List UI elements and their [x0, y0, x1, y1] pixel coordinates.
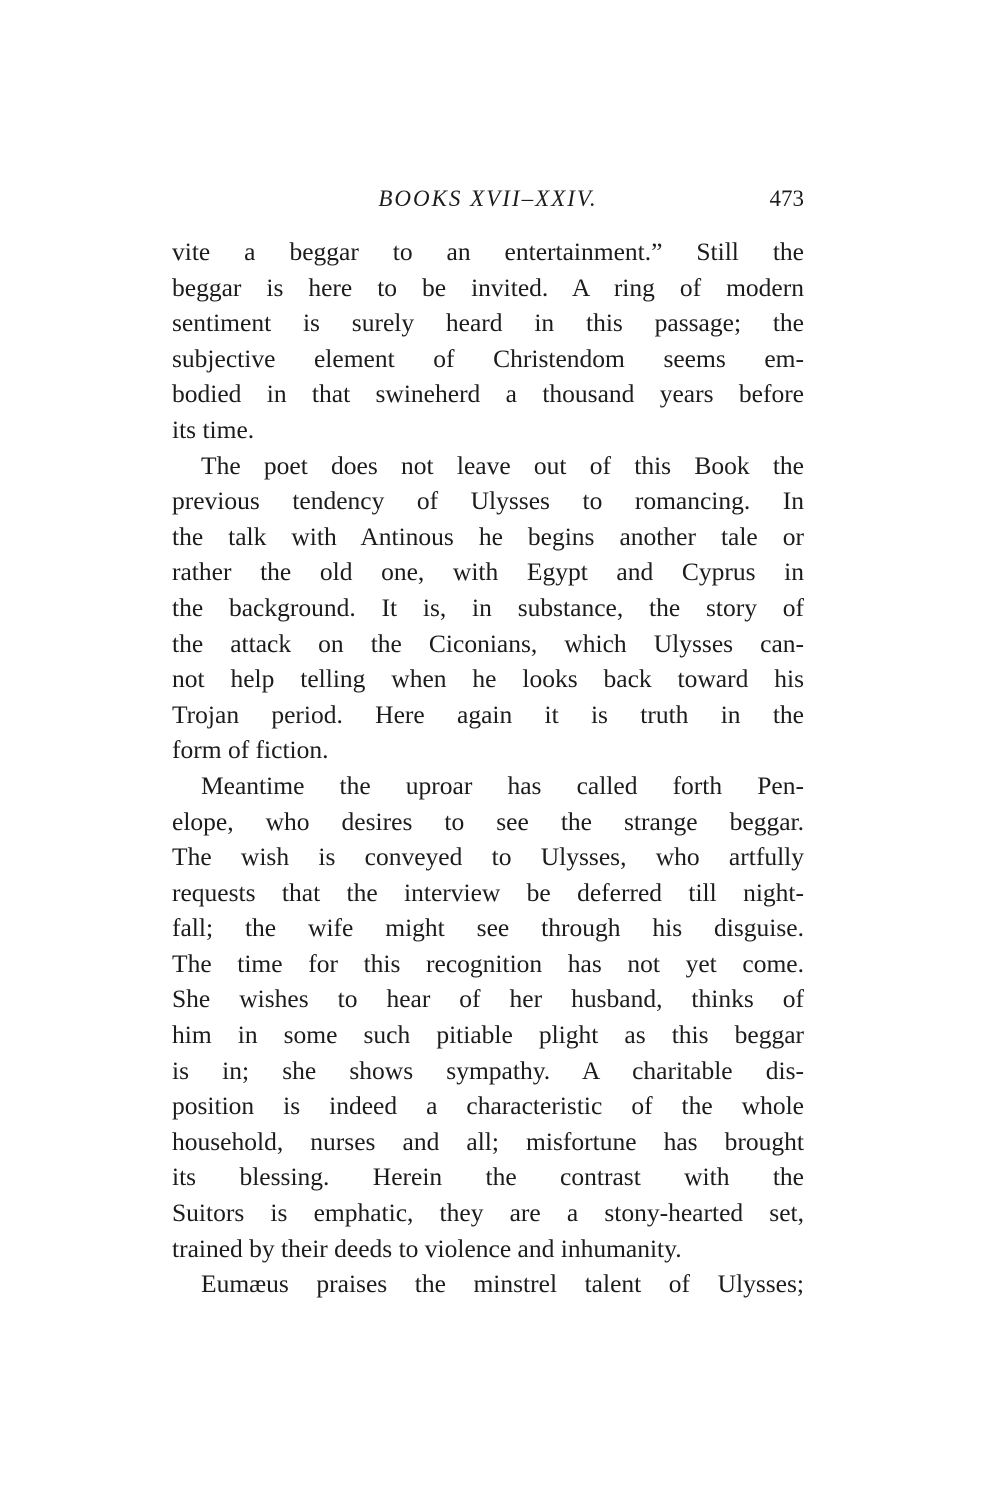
text-line: The poet does not leave out of this Book the: [201, 450, 804, 480]
paragraph: [172, 448, 804, 768]
text-line: Suitors is emphatic, they are a stony-hearted set,: [172, 1198, 804, 1228]
text-line: elope, who desires to see the strange beggar.: [172, 806, 804, 836]
paragraph: [172, 768, 804, 1266]
text-line: household, nurses and all; misfortune has brought: [172, 1126, 804, 1156]
text-line: previous tendency of Ulysses to romancing. In: [172, 486, 804, 516]
text-line: trained by their deeds to violence and inhumanity.: [172, 1233, 682, 1263]
text-line: rather the old one, with Egypt and Cyprus in: [172, 557, 804, 587]
text-line: subjective element of Christendom seems em-: [172, 343, 804, 373]
text-line: Meantime the uproar has called forth Pen-: [201, 770, 804, 800]
text-line: position is indeed a characteristic of the whole: [172, 1091, 804, 1121]
text-line: beggar is here to be invited. A ring of modern: [172, 272, 804, 302]
text-line: Eumæus praises the minstrel talent of Ulysses;: [201, 1269, 804, 1299]
text-line: its time.: [172, 414, 255, 444]
text-line: sentiment is surely heard in this passage; the: [172, 308, 804, 338]
text-line: requests that the interview be deferred till night-: [172, 877, 804, 907]
text-line: The time for this recognition has not yet come.: [172, 948, 804, 978]
text-line: not help telling when he looks back toward his: [172, 664, 804, 694]
page-header: [172, 184, 804, 214]
text-line: its blessing. Herein the contrast with the: [172, 1162, 804, 1192]
paragraph: [172, 1266, 804, 1302]
text-line: Trojan period. Here again it is truth in the: [172, 699, 804, 729]
text-line: the background. It is, in substance, the story of: [172, 592, 804, 622]
text-line: vite a beggar to an entertainment.” Still the: [172, 237, 804, 266]
text-line: the talk with Antinous he begins another tale or: [172, 521, 804, 551]
text-line: The wish is conveyed to Ulysses, who artfully: [172, 842, 804, 872]
text-line: She wishes to hear of her husband, thinks of: [172, 984, 804, 1014]
text-line: him in some such pitiable plight as this beggar: [172, 1020, 804, 1050]
running-title: BOOKS XVII–XXIV.: [378, 186, 598, 211]
paragraph: [172, 234, 804, 448]
text-line: bodied in that swineherd a thousand years before: [172, 379, 804, 409]
text-line: form of fiction.: [172, 735, 329, 765]
body-text: [172, 234, 804, 1302]
text-line: is in; she shows sympathy. A charitable dis-: [172, 1055, 804, 1085]
page-number: 473: [769, 186, 804, 211]
text-line: the attack on the Ciconians, which Ulysses can-: [172, 628, 804, 658]
text-line: fall; the wife might see through his disguise.: [172, 913, 804, 943]
